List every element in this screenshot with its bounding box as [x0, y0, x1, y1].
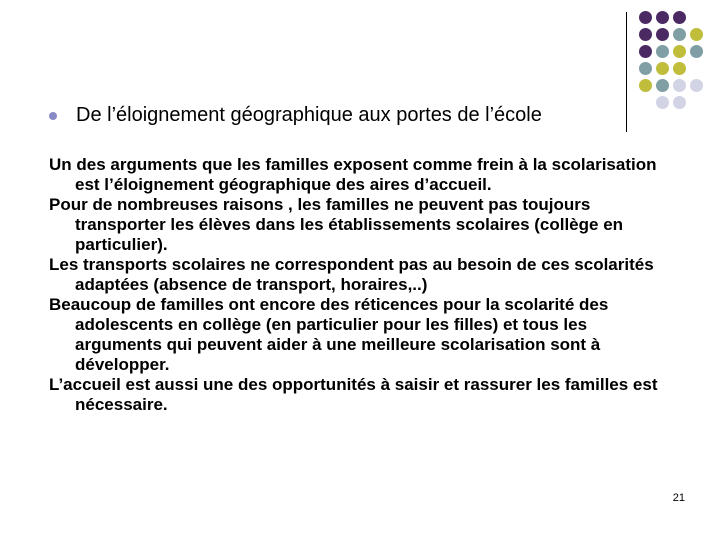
decorative-dot	[656, 62, 669, 75]
decorative-dot	[656, 96, 669, 109]
decorative-dot	[639, 62, 652, 75]
decorative-dot	[690, 28, 703, 41]
decorative-dot	[673, 96, 686, 109]
decorative-dot	[656, 79, 669, 92]
decorative-dot	[690, 45, 703, 58]
decorative-dot	[639, 28, 652, 41]
body-paragraph: Les transports scolaires ne correspondent pas au besoin de ces scolarités adaptées (absence de transport, horaires,..)	[49, 255, 654, 294]
decorative-dot	[673, 11, 686, 24]
decorative-dot	[690, 79, 703, 92]
slide-title: De l’éloignement géographique aux portes de l’école	[76, 104, 542, 126]
body-paragraph: Beaucoup de familles ont encore des réticences pour la scolarité des adolescents en collège (en particulier pour les filles) et tous les arguments qui peuvent aider à une meilleure scolarisation sont à développer.	[49, 295, 609, 374]
decorative-dot	[673, 28, 686, 41]
slide-body	[49, 155, 669, 415]
body-paragraph: Pour de nombreuses raisons , les familles ne peuvent pas toujours transporter les élèves dans les établissements scolaires (collège en particulier).	[49, 195, 624, 254]
decorative-dot	[673, 45, 686, 58]
decorative-dot	[639, 45, 652, 58]
decorative-dot	[673, 62, 686, 75]
decorative-dot	[639, 79, 652, 92]
body-paragraph: Un des arguments que les familles exposent comme frein à la scolarisation est l’éloignement géographique des aires d’accueil.	[49, 155, 657, 194]
decorative-dot	[656, 45, 669, 58]
body-paragraph: L’accueil est aussi une des opportunités à saisir et rassurer les familles est nécessaire.	[49, 375, 658, 414]
decorative-dot	[639, 11, 652, 24]
page-number: 21	[672, 492, 685, 504]
title-bullet-icon	[49, 112, 57, 120]
decorative-dot-grid	[639, 11, 719, 121]
decorative-dot	[673, 79, 686, 92]
decorative-dot	[656, 11, 669, 24]
decorative-dot	[656, 28, 669, 41]
